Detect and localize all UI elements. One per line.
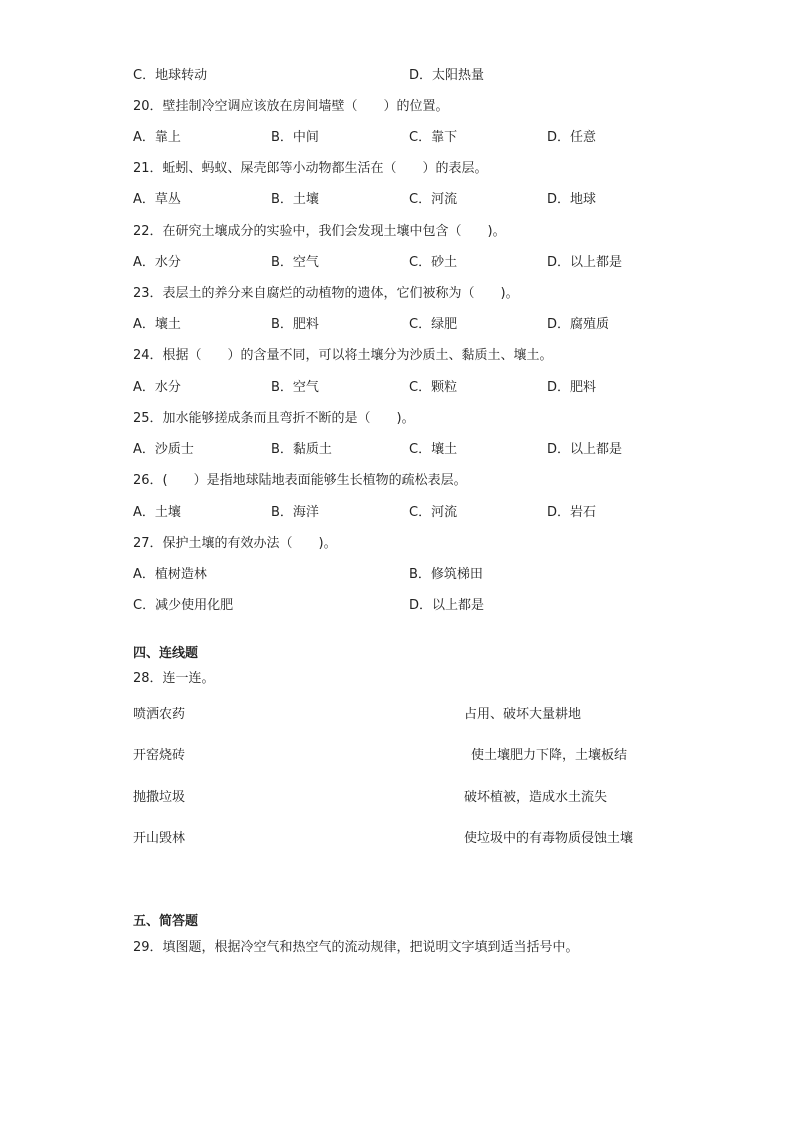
option-b: B．海洋: [271, 505, 319, 520]
option-d: D．岩石: [547, 505, 597, 520]
match-left-item: 开山毁林: [133, 831, 186, 846]
option-a: A．植树造林: [133, 567, 207, 582]
question-stem: 26．( ）是指地球陆地表面能够生长植物的疏松表层。: [133, 473, 467, 488]
option-a: A．沙质士: [133, 442, 194, 457]
option-b: B．中间: [271, 130, 319, 145]
option-d: D．肥料: [547, 380, 597, 395]
option-a: A．草丛: [133, 192, 181, 207]
match-right-item: 使土壤肥力下降，土壤板结: [471, 748, 628, 763]
option-c: C．壤土: [409, 442, 458, 457]
option-d: D．以上都是: [547, 255, 623, 270]
question-stem: 28．连一连。: [133, 671, 215, 686]
section-title: 五、简答题: [133, 914, 199, 929]
match-right-item: 占用、破坏大量耕地: [464, 707, 582, 722]
match-left-item: 开窑烧砖: [133, 748, 186, 763]
option-c: C．砂土: [409, 255, 458, 270]
option-c: C．颗粒: [409, 380, 458, 395]
option-b: B．修筑梯田: [409, 567, 483, 582]
option-a: A．壤土: [133, 317, 181, 332]
option-d: D．地球: [547, 192, 597, 207]
option-c: C．绿肥: [409, 317, 458, 332]
option-d: D．以上都是: [409, 598, 485, 613]
question-stem: 21．蚯蚓、蚂蚁、屎壳郎等小动物都生活在（ ）的表层。: [133, 161, 488, 176]
option-b: B．肥料: [271, 317, 319, 332]
q19-option-c: C．地球转动: [133, 68, 208, 83]
match-left-item: 喷洒农药: [133, 707, 186, 722]
question-stem: 24．根据（ ）的含量不同，可以将土壤分为沙质土、黏质土、壤土。: [133, 348, 553, 363]
option-b: B．土壤: [271, 192, 319, 207]
section-title: 四、连线题: [133, 646, 199, 661]
option-b: B．黏质土: [271, 442, 332, 457]
option-a: A．土壤: [133, 505, 181, 520]
q19-option-d: D．太阳热量: [409, 68, 485, 83]
option-b: B．空气: [271, 255, 319, 270]
match-left-item: 抛撒垃圾: [133, 790, 186, 805]
match-right-item: 使垃圾中的有毒物质侵蚀土壤: [464, 831, 634, 846]
option-a: A．靠上: [133, 130, 181, 145]
option-c: C．河流: [409, 505, 458, 520]
option-a: A．水分: [133, 380, 181, 395]
question-stem: 22．在研究土壤成分的实验中，我们会发现土壤中包含（ )。: [133, 224, 506, 239]
option-d: D．以上都是: [547, 442, 623, 457]
option-b: B．空气: [271, 380, 319, 395]
match-right-item: 破坏植被，造成水土流失: [464, 790, 608, 805]
question-stem: 27．保护土壤的有效办法（ )。: [133, 536, 337, 551]
option-c: C．减少使用化肥: [133, 598, 234, 613]
option-d: D．任意: [547, 130, 597, 145]
option-c: C．靠下: [409, 130, 458, 145]
question-stem: 23．表层土的养分来自腐烂的动植物的遗体，它们被称为（ )。: [133, 286, 519, 301]
option-d: D．腐殖质: [547, 317, 610, 332]
option-a: A．水分: [133, 255, 181, 270]
question-stem: 29．填图题，根据冷空气和热空气的流动规律，把说明文字填到适当括号中。: [133, 940, 579, 955]
option-c: C．河流: [409, 192, 458, 207]
question-stem: 25．加水能够搓成条而且弯折不断的是（ )。: [133, 411, 415, 426]
question-stem: 20．壁挂制冷空调应该放在房间墙壁（ ）的位置。: [133, 99, 449, 114]
